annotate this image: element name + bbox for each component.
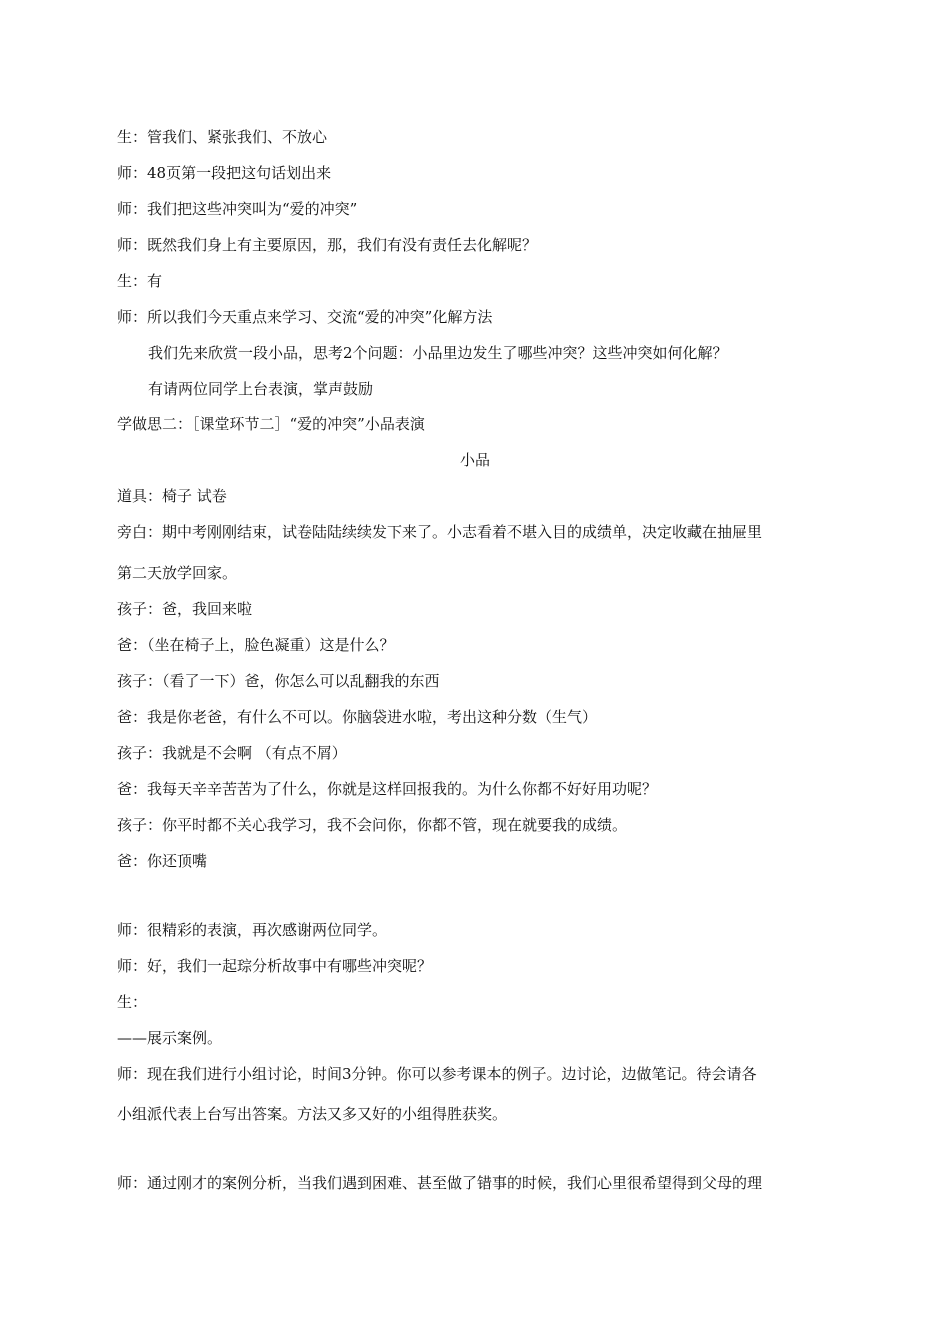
dialogue-line: 生：: [117, 993, 148, 1011]
dialogue-line: 爸：（坐在椅子上，脸色凝重）这是什么？: [117, 636, 395, 654]
section-heading: 学做思二：［课堂环节二］“爱的冲突”小品表演: [117, 415, 425, 433]
dialogue-line: 师：既然我们身上有主要原因，那，我们有没有责任去化解呢？: [117, 236, 538, 254]
dialogue-line: 师：好，我们一起琮分析故事中有哪些冲突呢？: [117, 957, 433, 975]
dialogue-line: 生：管我们、紧张我们、不放心: [117, 128, 328, 146]
dialogue-line: 爸：我每天辛辛苦苦为了什么，你就是这样回报我的。为什么你都不好好用功呢？: [117, 780, 658, 798]
dialogue-line: 师：通过刚才的案例分析，当我们遇到困难、甚至做了错事的时候，我们心里很希望得到父母的理: [117, 1174, 763, 1192]
dialogue-line: 师：48页第一段把这句话划出来: [117, 164, 332, 182]
props-line: 道具：椅子 试卷: [117, 487, 227, 505]
dialogue-line: 孩子：你平时都不关心我学习，我不会问你，你都不管，现在就要我的成绩。: [117, 816, 628, 834]
dialogue-line: 师：我们把这些冲突叫为“爱的冲突”: [117, 200, 358, 218]
dialogue-line: 师：现在我们进行小组讨论，时间3分钟。你可以参考课本的例子。边讨论，边做笔记。待会请各: [117, 1065, 757, 1083]
skit-title: 小品: [459, 451, 490, 469]
dialogue-line: 生：有: [117, 272, 163, 290]
narration-line: 旁白：期中考刚刚结束，试卷陆陆续续发下来了。小志看着不堪入目的成绩单，决定收藏在抽屉里: [117, 523, 763, 541]
dialogue-line: 爸：我是你老爸，有什么不可以。你脑袋进水啦，考出这种分数（生气）: [117, 708, 598, 726]
dialogue-line: 师：很精彩的表演，再次感谢两位同学。: [117, 921, 388, 939]
dialogue-line: 孩子：我就是不会啊 （有点不屑）: [117, 744, 347, 762]
dialogue-line: 我们先来欣赏一段小品，思考2个问题：小品里边发生了哪些冲突？这些冲突如何化解？: [148, 344, 728, 362]
dialogue-line: 小组派代表上台写出答案。方法又多又好的小组得胜获奖。: [117, 1105, 508, 1123]
dialogue-line: 爸：你还顶嘴: [117, 852, 208, 870]
dialogue-line: 孩子：爸，我回来啦: [117, 600, 253, 618]
dialogue-line: 孩子：（看了一下）爸，你怎么可以乱翻我的东西: [117, 672, 440, 690]
dialogue-line: ——展示案例。: [117, 1029, 223, 1047]
dialogue-line: 有请两位同学上台表演，掌声鼓励: [148, 380, 374, 398]
dialogue-line: 师：所以我们今天重点来学习、交流“爱的冲突”化解方法: [117, 308, 493, 326]
narration-line: 第二天放学回家。: [117, 564, 238, 582]
